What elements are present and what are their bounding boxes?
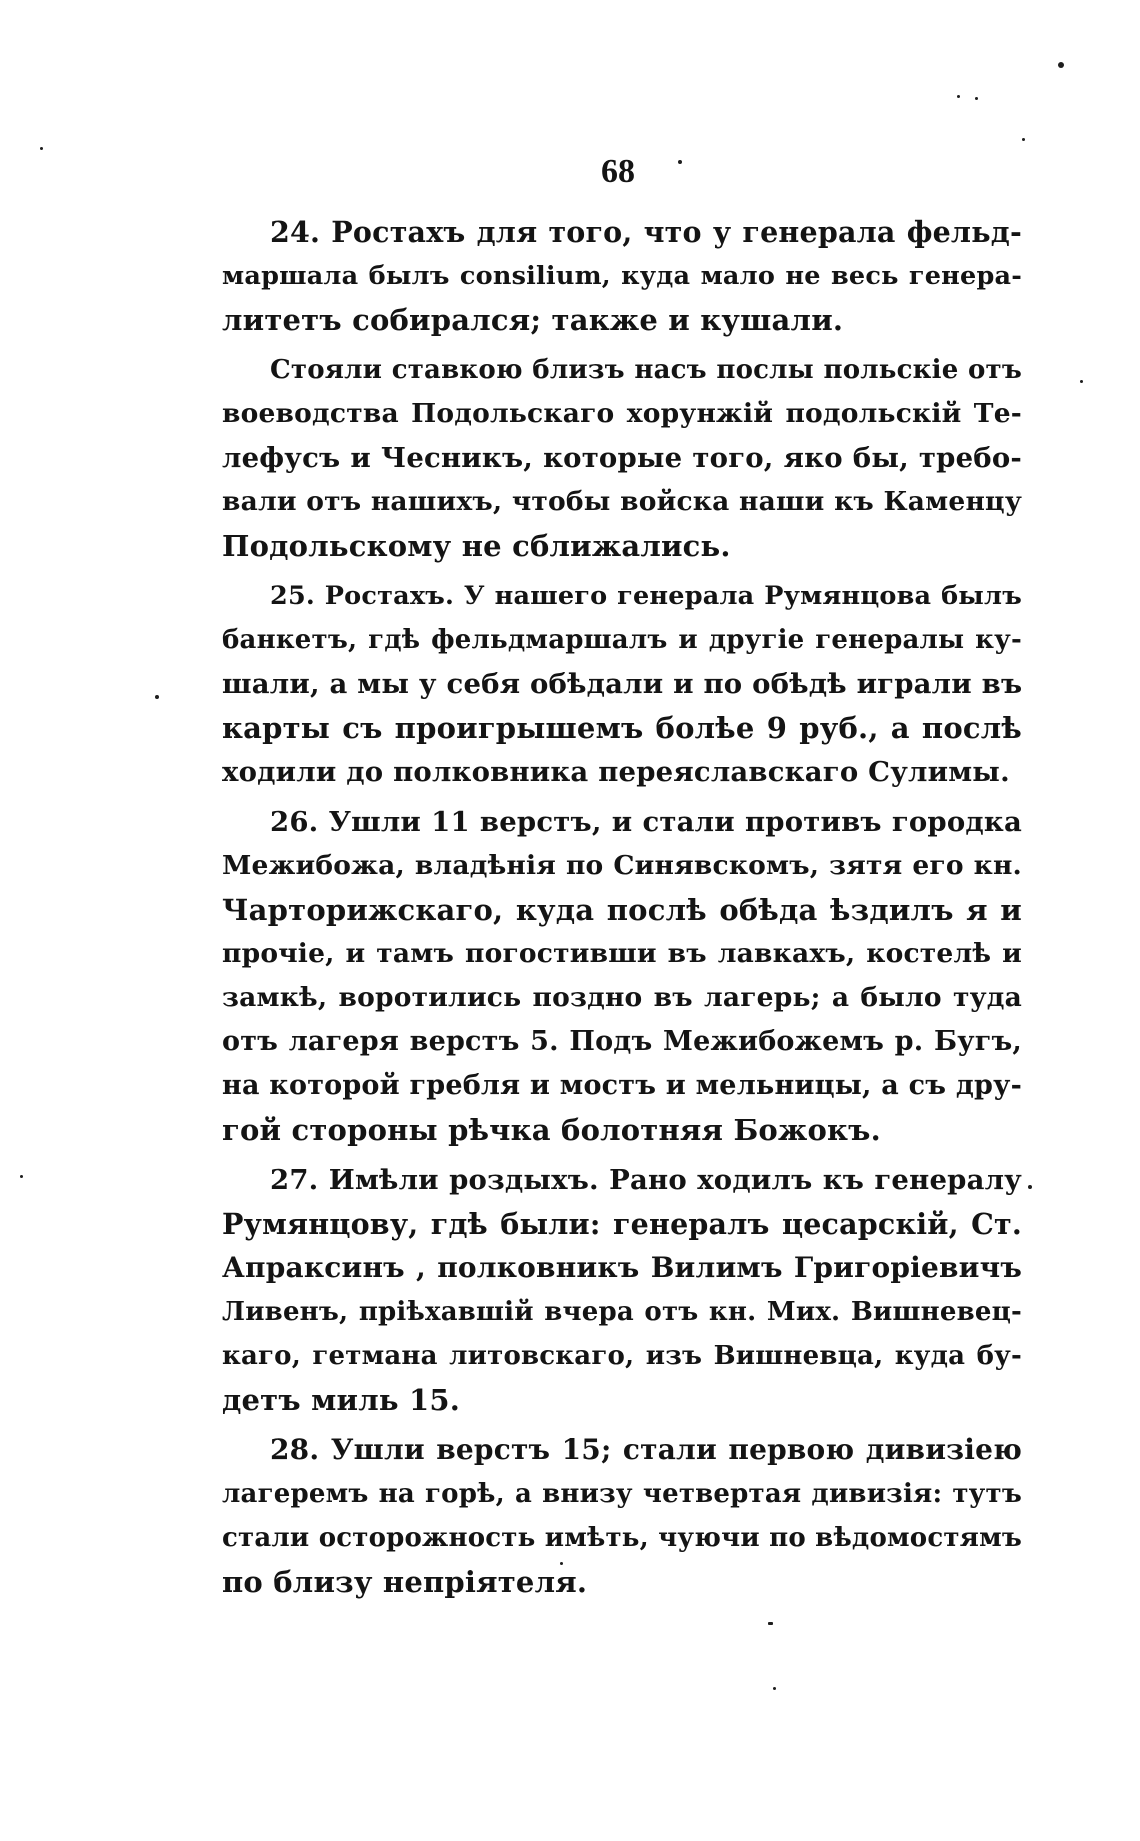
text-line: по близу непріятеля.: [222, 1565, 588, 1599]
text-line: 24. Ростахъ для того, что у генерала фельд-: [270, 215, 1022, 249]
text-line: литетъ собирался; также и кушали.: [222, 303, 844, 337]
scan-speck: [957, 95, 960, 98]
text-line: маршала былъ consilium, куда мало не весь генера-: [222, 261, 1022, 291]
paragraph: [222, 1158, 1022, 1422]
page-number: 68: [601, 153, 635, 190]
text-line: на которой гребля и мостъ и мельницы, а съ дру-: [222, 1070, 1022, 1101]
scan-speck: [155, 695, 159, 699]
scan-speck: [1028, 1185, 1032, 1189]
scan-speck: [1022, 138, 1025, 141]
scan-speck: [40, 147, 43, 150]
scan-speck: [1080, 380, 1083, 383]
text-line: ходили до полковника переяславскаго Сулимы.: [222, 756, 1010, 788]
scan-speck: [1058, 62, 1064, 68]
text-line: замкѣ, воротились поздно въ лагерь; а было туда: [222, 982, 1022, 1013]
text-line: Румянцову, гдѣ были: генералъ цесарскій, Ст.: [222, 1207, 1022, 1241]
paragraph: [222, 574, 1022, 794]
page-body-text: [222, 210, 1022, 1604]
text-line: 28. Ушли верстъ 15; стали первою дивизіею: [270, 1433, 1022, 1466]
scan-speck: [773, 1687, 776, 1690]
text-line: 25. Ростахъ. У нашего генерала Румянцова былъ: [270, 581, 1022, 611]
scan-speck: [768, 1622, 773, 1625]
text-line: отъ лагеря верстъ 5. Подъ Межибожемъ р. Бугъ,: [222, 1026, 1022, 1057]
text-line: Ливенъ, пріѣхавшій вчера отъ кн. Мих. Вишневец-: [222, 1297, 1022, 1327]
text-line: прочіе, и тамъ погостивши въ лавкахъ, костелѣ и: [222, 938, 1022, 969]
text-line: лефусъ и Чесникъ, которые того, яко бы, требо-: [222, 442, 1022, 474]
text-line: гой стороны рѣчка болотняя Божокъ.: [222, 1113, 881, 1147]
text-line: вали отъ нашихъ, чтобы войска наши къ Каменцу: [222, 486, 1022, 517]
text-line: 26. Ушли 11 верстъ, и стали противъ городка: [270, 806, 1022, 838]
paragraph: [222, 1428, 1022, 1604]
text-line: Чарторижскаго, куда послѣ обѣда ѣздилъ я и: [222, 893, 1022, 927]
text-line: банкетъ, гдѣ фельдмаршалъ и другіе генералы ку-: [222, 625, 1022, 655]
text-line: стали осторожность имѣть, чуючи по вѣдомостямъ: [222, 1523, 1022, 1553]
paragraph: [222, 210, 1022, 342]
scan-speck: [975, 97, 978, 100]
paragraph: [222, 348, 1022, 568]
text-line: лагеремъ на горѣ, а внизу четвертая дивизія: тутъ: [222, 1479, 1022, 1509]
text-line: каго, гетмана литовскаго, изъ Вишневца, куда бу-: [222, 1341, 1022, 1371]
scan-speck: [560, 1562, 563, 1565]
text-line: воеводства Подольскаго хорунжій подольскій Те-: [222, 398, 1022, 429]
text-line: Подольскому не сближались.: [222, 529, 731, 563]
text-line: Межибожа, владѣнія по Синявскомъ, зятя его кн.: [222, 850, 1022, 881]
scan-speck: [20, 1175, 23, 1178]
paragraph: [222, 800, 1022, 1152]
text-line: Апраксинъ , полковникъ Вилимъ Григоріевичъ: [222, 1251, 1022, 1284]
scan-speck: [678, 160, 682, 164]
text-line: 27. Имѣли роздыхъ. Рано ходилъ къ генералу: [270, 1164, 1022, 1196]
text-line: шали, а мы у себя обѣдали и по обѣдѣ играли въ: [222, 668, 1023, 700]
text-line: карты съ проигрышемъ болѣе 9 руб., а послѣ: [222, 711, 1022, 745]
text-line: Стояли ставкою близъ насъ послы польскіе отъ: [270, 355, 1022, 385]
text-line: детъ миль 15.: [222, 1383, 461, 1417]
